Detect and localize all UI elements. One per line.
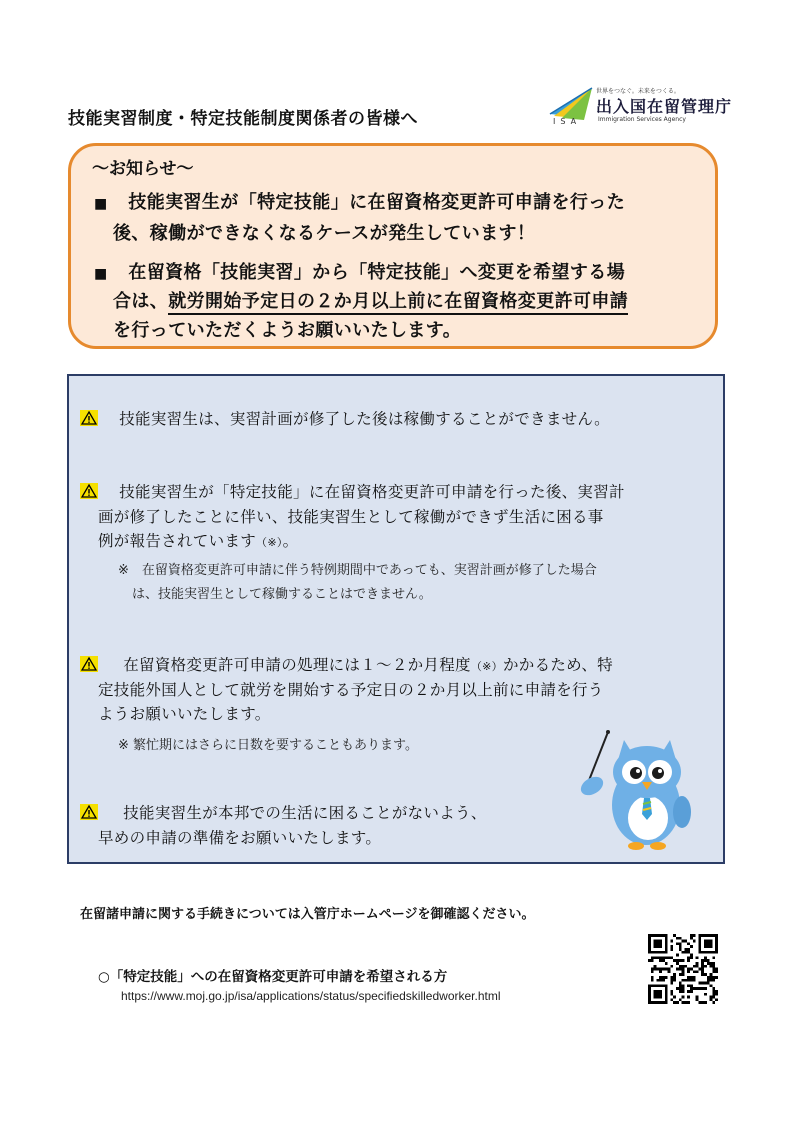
footer-url-link[interactable]: https://www.moj.go.jp/isa/applications/status/specifiedskilledworker.html	[121, 989, 501, 1003]
notice-item-1-line2: 後、稼働ができなくなるケースが発生しています！	[113, 223, 536, 244]
panel-paragraph-2-line3: 例が報告されています（※）。	[98, 532, 299, 550]
bullet-square: ■	[94, 196, 108, 212]
panel-paragraph-3-line2: 定技能外国人として就労を開始する予定日の２か月以上前に申請を行う	[98, 681, 604, 699]
qr-code-icon[interactable]	[648, 934, 718, 1004]
panel-paragraph-1: 技能実習生は、実習計画が修了した後は稼働することができません。	[80, 407, 610, 429]
logo-tagline: 世界をつなぐ。未来をつくる。	[596, 88, 680, 95]
warning-triangle-icon	[80, 410, 98, 426]
footer-instruction: 在留諸申請に関する手続きについては入管庁ホームページを御確認ください。	[80, 907, 535, 922]
panel-note-2-line2: は、技能実習生として稼働することはできません。	[132, 587, 432, 602]
bullet-square: ■	[94, 266, 108, 282]
notice-item-2-line2: 合は、就労開始予定日の２か月以上前に在留資格変更許可申請	[113, 287, 628, 313]
panel-note-2-line1: ※ 在留資格変更許可申請に伴う特例期間中であっても、実習計画が修了した場合	[118, 563, 597, 578]
notice-item-1-line1: ■ 技能実習生が「特定技能」に在留資格変更許可申請を行った	[94, 192, 626, 213]
panel-paragraph-2-line2: 画が修了したことに伴い、技能実習生として稼働ができず生活に困る事	[98, 508, 604, 526]
underlined-emphasis: 就労開始予定日の２か月以上前に在留資格変更許可申請	[168, 291, 628, 315]
owl-mascot-illustration	[578, 730, 713, 855]
footer-link-label: ○「特定技能」への在留資格変更許可申請を希望される方	[98, 969, 448, 985]
warning-triangle-icon	[80, 656, 98, 672]
logo-english: Immigration Services Agency	[598, 116, 686, 123]
notice-item-2-line1: ■ 在留資格「技能実習」から「特定技能」へ変更を希望する場	[94, 262, 626, 283]
page-title: 技能実習制度・特定技能制度関係者の皆様へ	[68, 109, 418, 129]
warning-triangle-icon	[80, 804, 98, 820]
logo-name: 出入国在留管理庁	[596, 97, 733, 116]
panel-note-3: ※ 繁忙期にはさらに日数を要することもあります。	[118, 738, 418, 753]
panel-paragraph-3-line1: 在留資格変更許可申請の処理には１～２か月程度（※）かかるため、特	[80, 653, 613, 675]
notice-heading: ～お知らせ～	[92, 159, 194, 179]
panel-paragraph-3-line3: ようお願いいたします。	[98, 705, 271, 723]
panel-paragraph-4-line2: 早めの申請の準備をお願いいたします。	[98, 829, 382, 847]
panel-paragraph-2-line1: 技能実習生が「特定技能」に在留資格変更許可申請を行った後、実習計	[80, 480, 625, 502]
notice-item-2-line3: を行っていただくようお願いいたします。	[113, 320, 462, 341]
logo-abbr: ISA	[553, 117, 582, 126]
warning-triangle-icon	[80, 483, 98, 499]
panel-paragraph-4-line1: 技能実習生が本邦での生活に困ることがないよう、	[80, 801, 487, 823]
